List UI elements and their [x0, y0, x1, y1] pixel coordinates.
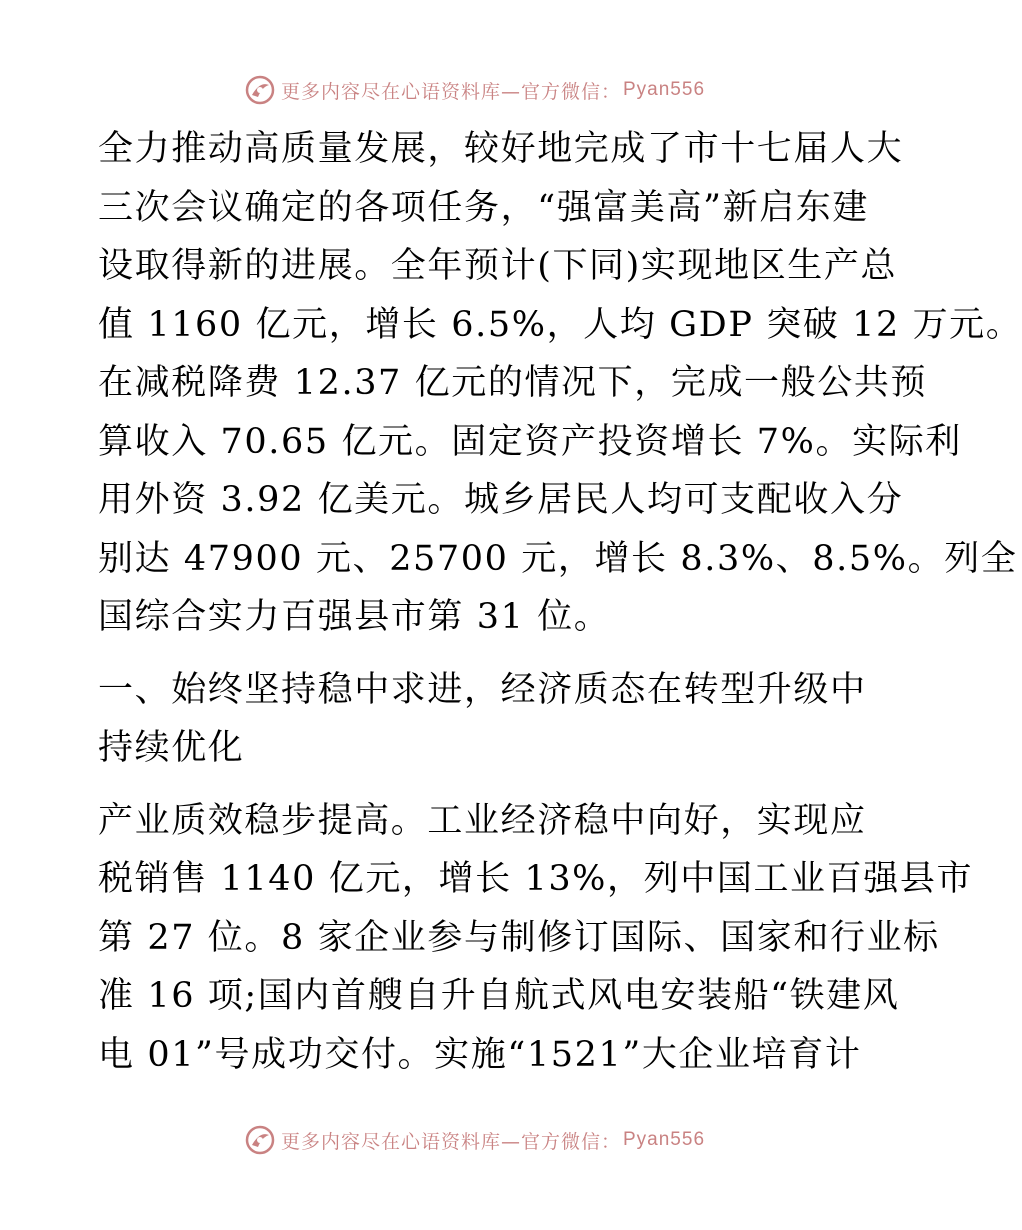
watermark-wechat-id: Pyan556	[623, 79, 706, 100]
text-line: 产业质效稳步提高。工业经济稳中向好，实现应	[98, 800, 867, 841]
section-heading	[98, 661, 867, 778]
watermark-header	[0, 70, 950, 110]
watermark-text: 更多内容尽在心语资料库—官方微信：	[280, 1130, 621, 1153]
text-line: 在减税降费 12.37 亿元的情况下，完成一般公共预	[98, 363, 928, 403]
text-line: 国综合实力百强县市第 31 位。	[98, 597, 611, 637]
text-line: 电 01”号成功交付。实施“1521”大企业培育计	[98, 1034, 862, 1075]
text-line: 设取得新的进展。全年预计(下同)实现地区生产总	[98, 246, 898, 286]
paragraph-spacer	[98, 647, 858, 661]
text-line: 别达 47900 元、25700 元，增长 8.3%、8.5%。列全	[98, 538, 1018, 579]
text-line: 全力推动高质量发展，较好地完成了市十七届人大	[98, 129, 904, 169]
heading-line: 持续优化	[98, 728, 245, 768]
text-line: 第 27 位。8 家企业参与制修订国际、国家和行业标	[98, 917, 940, 958]
text-line: 用外资 3.92 亿美元。城乡居民人均可支配收入分	[98, 480, 904, 520]
text-line: 算收入 70.65 亿元。固定资产投资增长 7%。实际利	[98, 421, 962, 462]
brand-logo-icon	[245, 1125, 275, 1155]
text-line: 税销售 1140 亿元，增长 13%，列中国工业百强县市	[98, 859, 974, 899]
brand-logo-icon	[245, 75, 275, 105]
paragraph-spacer	[98, 778, 858, 792]
text-line: 三次会议确定的各项任务，“强富美高”新启东建	[98, 187, 869, 228]
paragraph-industry	[98, 792, 974, 1085]
watermark-footer	[0, 1120, 950, 1160]
text-line: 值 1160 亿元，增长 6.5%，人均 GDP 突破 12 万元。	[98, 304, 1022, 345]
text-line: 准 16 项;国内首艘自升自航式风电安装船“铁建风	[98, 976, 900, 1016]
document-body	[98, 120, 1022, 1084]
watermark-text: 更多内容尽在心语资料库—官方微信：	[280, 80, 621, 103]
paragraph-summary	[98, 120, 1022, 647]
heading-line: 一、始终坚持稳中求进，经济质态在转型升级中	[98, 669, 867, 710]
watermark-wechat-id: Pyan556	[623, 1129, 706, 1150]
